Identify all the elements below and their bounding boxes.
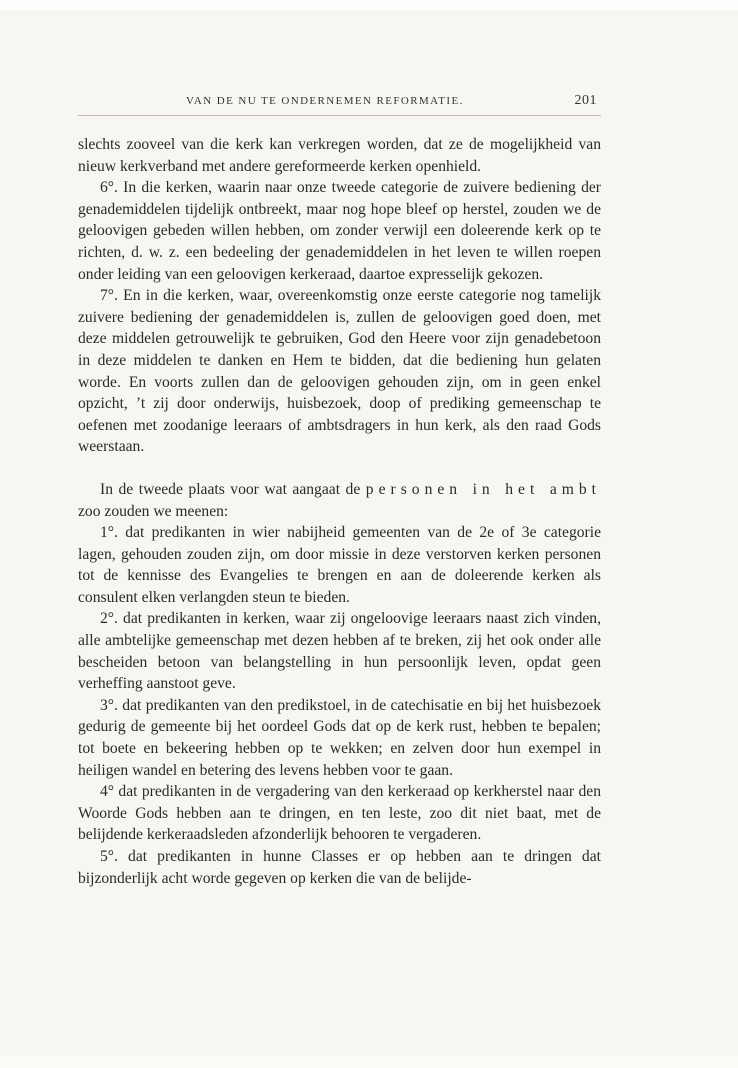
bottom-margin xyxy=(0,1056,738,1068)
emphasis-text: personen in het ambt xyxy=(365,480,601,498)
paragraph-section-intro xyxy=(78,479,601,522)
running-head xyxy=(78,93,601,116)
paragraph-item-3: 3°. dat predikanten van den predikstoel, in de catechisatie en bij het huisbezoek gedurig de gemeente bij het oordeel Gods dat op de kerk rust, hebben te bepalen; tot boete en bekeering hebben op te wekken; en zelven door hun exempel in heiligen wandel en betering des levens hebben voor te gaan. xyxy=(78,696,601,779)
paragraph-item-4: 4° dat predikanten in de vergadering van den kerkeraad op kerkherstel naar den Woorde Gods hebben aan te dringen, en ten leste, zoo dit niet baat, met de belijdende kerkeraadsleden afzonderlijk behooren te vergaderen. xyxy=(78,783,601,844)
intro-tail: zoo zouden we meenen: xyxy=(78,502,229,520)
section-gap xyxy=(78,458,601,479)
page-number: 201 xyxy=(574,93,597,108)
paragraph-continuation: slechts zooveel van die kerk kan verkregen worden, dat ze de mogelijkheid van nieuw kerkverband met andere gereformeerde kerken openhield. xyxy=(78,136,601,175)
paragraph-item-2: 2°. dat predikanten in kerken, waar zij ongeloovige leeraars naast zich vinden, alle ambtelijke gemeenschap met dezen hebben af te breken, zij het ook onder alle bescheiden betoon van belangstelling in hun persoonlijk leven, opdat geen verheffing aanstoot geve. xyxy=(78,610,601,693)
top-margin xyxy=(0,0,738,10)
running-title: VAN DE NU TE ONDERNEMEN REFORMATIE. xyxy=(186,95,464,107)
paragraph-item-7: 7°. En in die kerken, waar, overeenkomstig onze eerste categorie nog tamelijk zuivere bediening der genademiddelen is, zullen de geloovigen goed doen, met deze middelen getrouwelijk te gebruiken, God den Heere voor zijn genadebetoon in deze middelen te danken en Hem te bidden, dat die bediening hun gelaten worde. En voorts zullen dan de geloovigen gehouden zijn, om in geen enkel opzicht, ’t zij door onderwijs, huisbezoek, doop of prediking gemeenschap te oefenen met zoodanige leeraars of ambtsdragers in hun kerk, als den raad Gods weerstaan. xyxy=(78,287,601,456)
body-text xyxy=(78,134,601,889)
paragraph-item-5: 5°. dat predikanten in hunne Classes er op hebben aan te dringen dat bijzonderlijk acht worde gegeven op kerken die van de belijde- xyxy=(78,848,601,887)
paragraph-item-1: 1°. dat predikanten in wier nabijheid gemeenten van de 2e of 3e categorie lagen, gehouden zouden zijn, om door missie in deze verstorven kerken personen tot de kennisse des Evangelies te brengen en aan de doleerende kerken als consulent elken verlangden steun te bieden. xyxy=(78,524,601,606)
intro-text: In de tweede plaats voor wat aangaat de xyxy=(100,480,361,498)
paragraph-item-6: 6°. In die kerken, waarin naar onze tweede categorie de zuivere bediening der genademiddelen tijdelijk ontbreekt, maar nog hope bleef op herstel, zouden we de geloovigen gebeden willen hebben, om zonder verwijl een doleerende kerk op te richten, d. w. z. een bedeeling der genademiddelen in het leven te willen roepen onder leiding van een geloovigen kerkeraad, daartoe expresselijk gekozen. xyxy=(78,179,601,283)
